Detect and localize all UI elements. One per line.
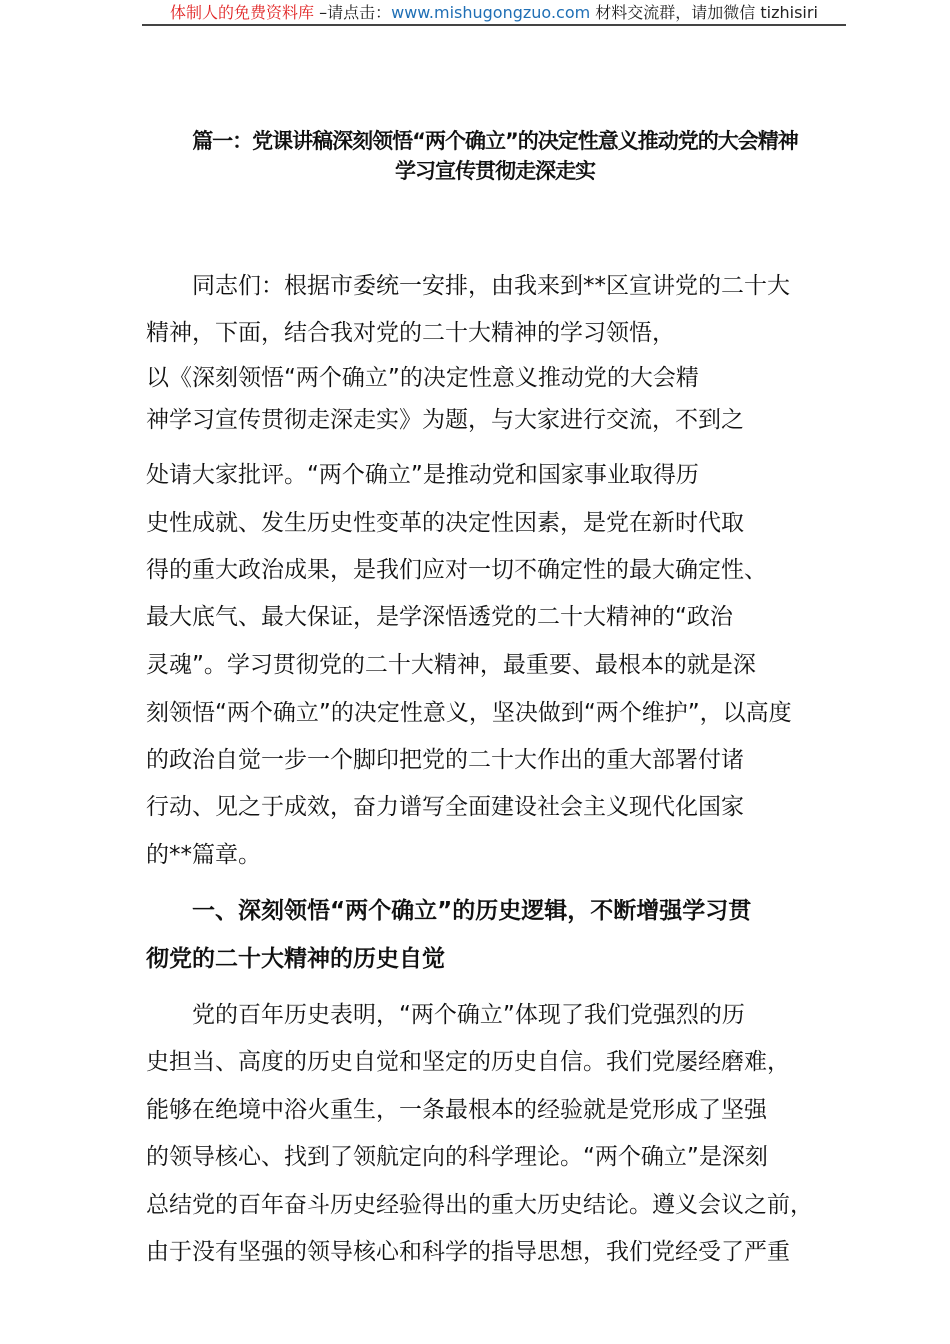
paragraph-line: 的领导核心、找到了领航定向的科学理论。“两个确立”是深刻 (146, 1144, 768, 1170)
page-header (170, 2, 818, 24)
paragraph-line: 得的重大政治成果，是我们应对一切不确定性的最大确定性、 (146, 557, 767, 583)
header-prompt: –请点击： (319, 3, 392, 22)
paragraph-line: 的**篇章。 (146, 842, 261, 868)
site-name: 体制人的免费资料库 (170, 3, 315, 22)
paragraph-line: 神学习宣传贯彻走深走实》为题，与大家进行交流，不到之 (146, 407, 744, 433)
paragraph-line: 行动、见之于成效，奋力谱写全面建设社会主义现代化国家 (146, 794, 744, 820)
header-contact: 材料交流群，请加微信 tizhisiri (595, 3, 818, 22)
document-title-line-2: 学习宣传贯彻走深走实 (395, 159, 595, 183)
section-heading-line: 彻党的二十大精神的历史自觉 (146, 946, 445, 972)
paragraph-line: 精神，下面，结合我对党的二十大精神的学习领悟， (146, 320, 675, 346)
header-divider (142, 24, 846, 26)
paragraph-line: 刻领悟“两个确立”的决定性意义，坚决做到“两个维护”，以高度 (146, 700, 792, 726)
paragraph-line: 最大底气、最大保证，是学深悟透党的二十大精神的“政治 (146, 604, 733, 630)
paragraph-line: 史担当、高度的历史自觉和坚定的历史自信。我们党屡经磨难， (146, 1049, 790, 1075)
document-title-line-1: 篇一：党课讲稿深刻领悟“两个确立”的决定性意义推动党的大会精神 (192, 129, 798, 153)
section-heading-line: 一、深刻领悟“两个确立”的历史逻辑，不断增强学习贯 (146, 898, 752, 924)
paragraph-line: 灵魂”。学习贯彻党的二十大精神，最重要、最根本的就是深 (146, 652, 756, 678)
paragraph-line: 以《深刻领悟“两个确立”的决定性意义推动党的大会精 (146, 365, 699, 391)
paragraph-line: 总结党的百年奋斗历史经验得出的重大历史结论。遵义会议之前， (146, 1192, 813, 1218)
paragraph-line: 的政治自觉一步一个脚印把党的二十大作出的重大部署付诸 (146, 747, 744, 773)
paragraph-line: 同志们：根据市委统一安排，由我来到**区宣讲党的二十大 (146, 273, 790, 299)
site-link[interactable]: www.mishugongzuo.com (391, 3, 591, 22)
paragraph-line: 处请大家批评。“两个确立”是推动党和国家事业取得历 (146, 462, 699, 488)
paragraph-line: 党的百年历史表明，“两个确立”体现了我们党强烈的历 (146, 1002, 745, 1028)
paragraph-line: 史性成就、发生历史性变革的决定性因素，是党在新时代取 (146, 510, 744, 536)
paragraph-line: 由于没有坚强的领导核心和科学的指导思想，我们党经受了严重 (146, 1239, 790, 1265)
paragraph-line: 能够在绝境中浴火重生，一条最根本的经验就是党形成了坚强 (146, 1097, 767, 1123)
